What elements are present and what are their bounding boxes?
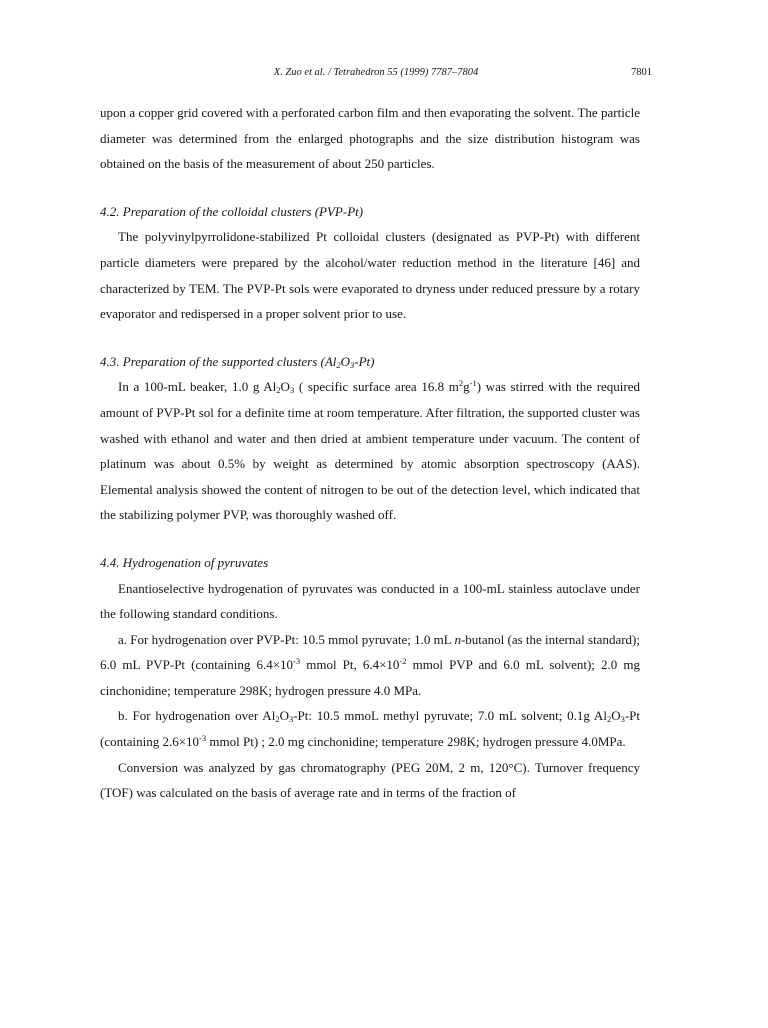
running-title: X. Zuo et al. / Tetrahedron 55 (1999) 7787–7804 bbox=[273, 67, 479, 78]
section-heading-4-3: 4.3. Preparation of the supported clusters $(Al_2O_3-Pt)$ bbox=[100, 353, 375, 370]
paragraph-4-2: The polyvinylpyrrolidone-stabilized Pt colloidal clusters (designated as PVP-Pt) with different particle diameters were prepared by the alcohol/water reduction method in the literature [46] and characterized by TEM. The PVP-Pt sols were evaporated to dryness under reduced pressure by a rotary evaporator and redispersed in a proper solvent prior to use. bbox=[100, 229, 640, 322]
page-number: 7801 bbox=[631, 67, 652, 78]
paragraph-4-4-analysis: Conversion was analyzed by gas chromatography (PEG 20M, 2 m, 120°C). Turnover frequency (TOF) was calculated on the basis of average rate and in terms of the fraction of bbox=[100, 759, 640, 801]
section-heading-4-4: 4.4. Hydrogenation of pyruvates bbox=[100, 554, 269, 570]
paragraph-4-3: In a 100-mL beaker, 1.0 g $Al_2O_3$ ( specific surface area 16.8 $m^2g^{-1}$) was stirred with the required amount of PVP-Pt sol for a definite time at room temperature. After filtration, the supported cluster was washed with ethanol and water and then dried at ambient temperature under vacuum. The content of platinum was about 0.5% by weight as determined by atomic absorption spectroscopy (AAS). Elemental analysis showed the content of nitrogen to be out of the detection level, which indicated that the stabilizing polymer PVP, was thoroughly washed off. bbox=[100, 378, 641, 523]
article-body bbox=[100, 100, 640, 806]
paragraph-4-4-condition-b: b. For hydrogenation over $Al_2O_3-Pt$: 10.5 mmoL methyl pyruvate; 7.0 mL solvent; 0.1g $Al_2O_3-Pt$ (containing $2.6\times 10^{-3}$ mmol Pt) ; 2.0 mg cinchonidine; temperature 298K; hydrogen pressure 4.0MPa. bbox=[100, 708, 640, 750]
page-header bbox=[100, 67, 652, 83]
paragraph-4-4-intro: Enantioselective hydrogenation of pyruvates was conducted in a 100-mL stainless autoclave under the following standard conditions. bbox=[100, 580, 640, 622]
section-heading-4-2: 4.2. Preparation of the colloidal clusters (PVP-Pt) bbox=[100, 203, 364, 219]
continuation-paragraph: upon a copper grid covered with a perforated carbon film and then evaporating the solvent. The particle diameter was determined from the enlarged photographs and the size distribution histogram was obtained on the basis of the measurement of about 250 particles. bbox=[100, 105, 640, 172]
paragraph-4-4-condition-a: a. For hydrogenation over PVP-Pt: 10.5 mmol pyruvate; 1.0 mL n-butanol (as the internal standard); 6.0 mL PVP-Pt (containing $6.4\times 10^{-3}$ mmol Pt, $6.4\times 10^{-2}$ mmol PVP and 6.0 mL solvent); 2.0 mg cinchonidine; temperature 298K; hydrogen pressure 4.0 MPa. bbox=[100, 631, 640, 698]
